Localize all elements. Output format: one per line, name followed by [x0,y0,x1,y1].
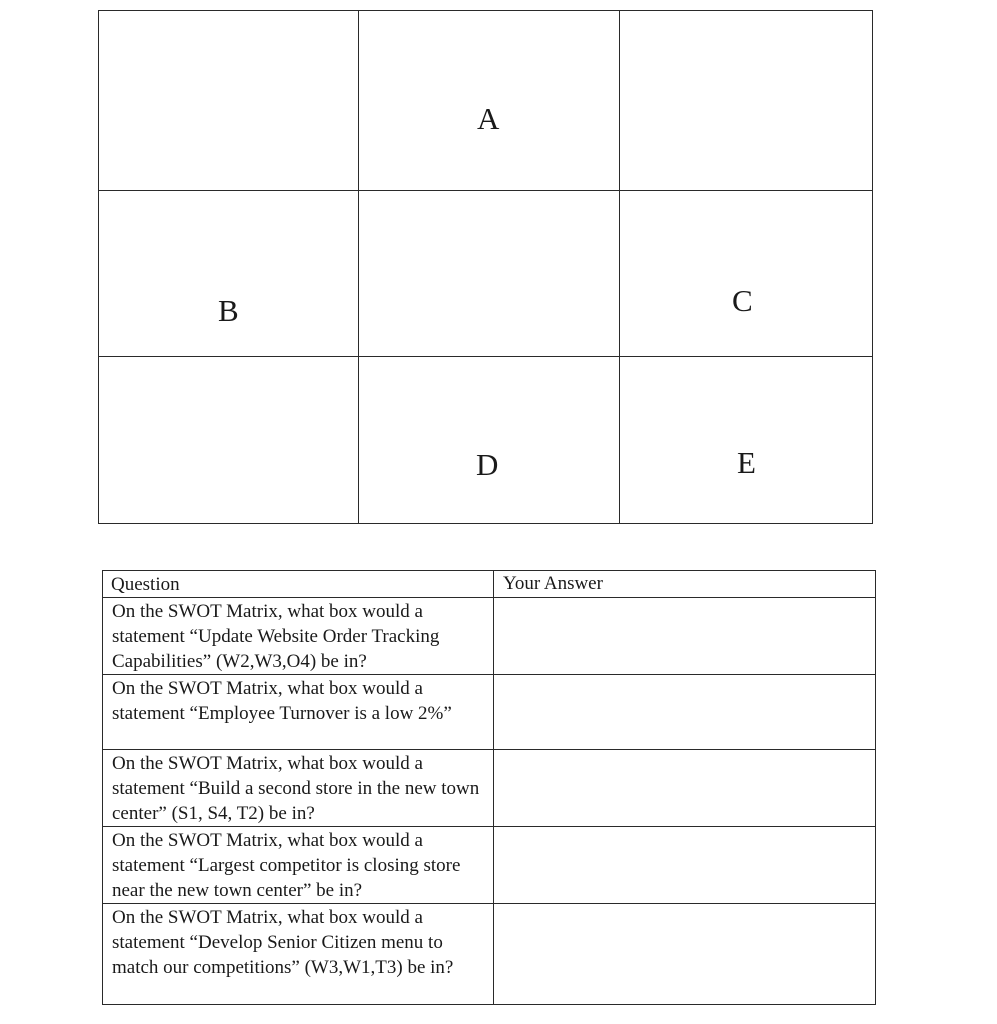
answer-cell[interactable] [494,827,876,904]
answer-cell[interactable] [494,904,876,1005]
answer-cell[interactable] [494,675,876,750]
question-table [102,570,876,1005]
table-row [103,827,876,904]
question-cell: On the SWOT Matrix, what box would a statement “Develop Senior Citizen menu to match our competitions” (W3,W1,T3) be in? [103,904,494,1005]
swot-cell-r3c1 [99,357,359,523]
question-cell: On the SWOT Matrix, what box would a statement “Build a second store in the new town center” (S1, S4, T2) be in? [103,750,494,827]
question-cell: On the SWOT Matrix, what box would a statement “Largest competitor is closing store near the new town center” be in? [103,827,494,904]
table-row [103,598,876,675]
table-row [103,750,876,827]
swot-cell-r1c3 [620,11,872,191]
table-row [103,675,876,750]
column-header-question: Question [103,571,494,598]
question-cell: On the SWOT Matrix, what box would a statement “Update Website Order Tracking Capabilities” (W2,W3,O4) be in? [103,598,494,675]
swot-cell-r3c3 [620,357,872,523]
answer-cell[interactable] [494,750,876,827]
swot-label-b: B [218,293,239,328]
table-header-row [103,571,876,598]
swot-label-e: E [737,445,756,480]
swot-cell-r2c1 [99,191,359,357]
swot-cell-r2c2 [359,191,620,357]
swot-cell-r3c2 [359,357,620,523]
swot-label-d: D [476,447,499,482]
column-header-answer: Your Answer [494,571,876,598]
swot-label-a: A [477,101,500,136]
swot-cell-r1c2 [359,11,620,191]
answer-cell[interactable] [494,598,876,675]
question-cell: On the SWOT Matrix, what box would a statement “Employee Turnover is a low 2%” [103,675,494,750]
swot-label-c: C [732,283,753,318]
swot-cell-r2c3 [620,191,872,357]
swot-matrix-grid [98,10,873,524]
swot-cell-r1c1 [99,11,359,191]
table-row [103,904,876,1005]
